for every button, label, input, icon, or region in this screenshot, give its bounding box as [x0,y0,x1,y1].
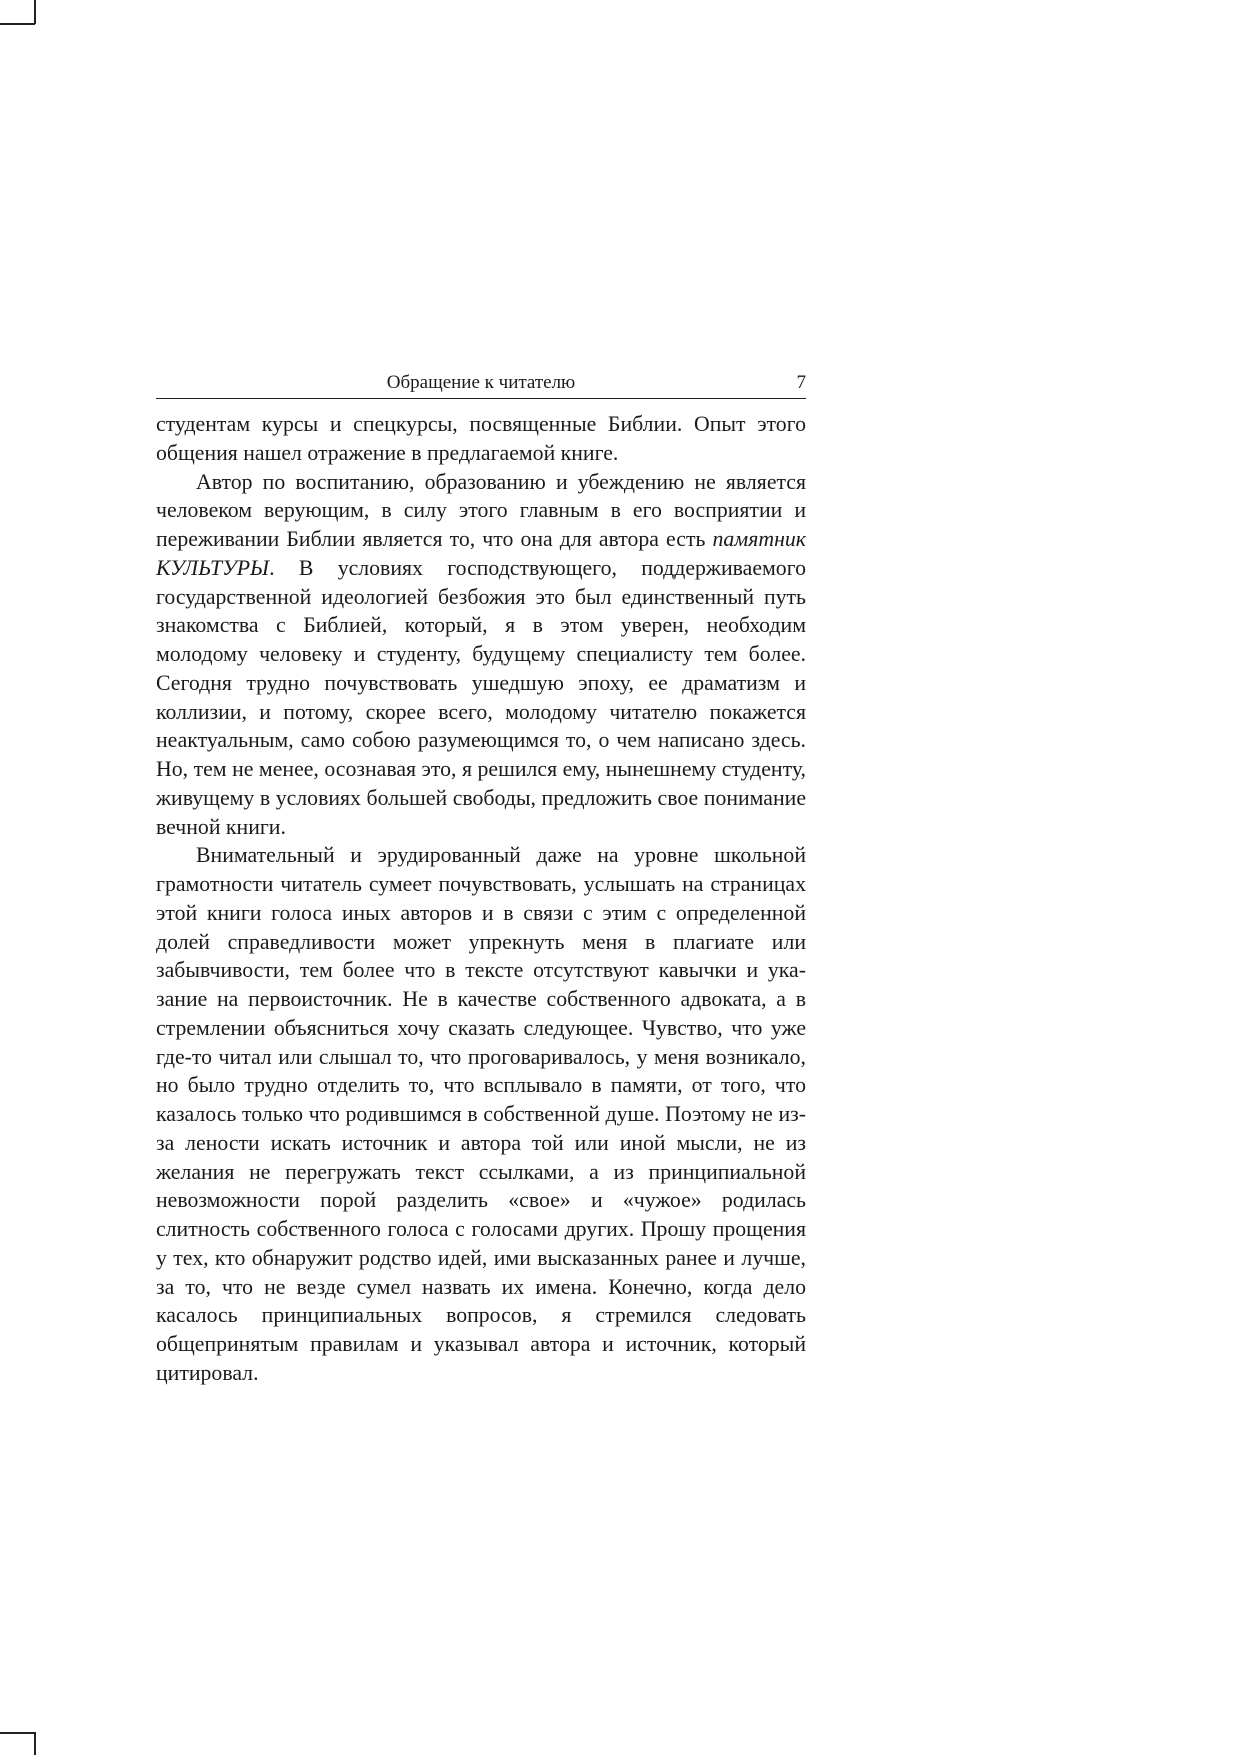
crop-mark-bottom-left-horizontal [0,1732,35,1734]
paragraph-text: Внимательный и эрудированный даже на уровне школьной грамотности читатель сумеет почувствовать, услышать на страницах этой книги голоса иных авторов и в связи с этим с определенной долей справедливости может упрекнуть меня в плагиате или забывчивости, тем более что в тексте отсутствуют кавычки и указание на первоисточник. Не в качестве собственного адвоката, а в стремлении объясниться хочу сказать следующее. Чувство, что уже где-то читал или слышал то, что проговаривалось, у меня возникало, но было трудно отделить то, что всплывало в памяти, от того, что казалось только что родившимся в собственной душе. Поэтому не из-за лености искать источник и автора той или иной мысли, не из желания не перегружать текст ссылками, а из принципиальной невозможности порой разделить «свое» и «чужое» родилась слитность собственного голоса с голосами других. Прошу прощения у тех, кто обнаружит родство идей, ими высказанных ранее и лучше, за то, что не везде сумел назвать их имена. Конечно, когда дело касалось принципиальных вопросов, я стремился следовать общепринятым правилам и указывал автора и источник, который цитировал. [156,843,806,1385]
paragraph-text: . В условиях господствующего, поддерживаемого государственной идеологией безбожия это был единственный путь знакомства с Библией, который, я в этом уверен, необходим молодому человеку и студенту, будущему специалисту тем более. Сегодня трудно почувствовать ушедшую эпоху, ее драматизм и коллизии, и потому, скорее всего, молодому читателю покажется неактуальным, само собою разумеющимся то, о чем написано здесь. Но, тем не менее, осознавая это, я решился ему, нынешнему студенту, живущему в условиях большей свободы, предложить свое понимание вечной книги. [156,555,806,839]
paragraph [156,410,806,468]
running-head-title: Обращение к читателю [386,372,576,393]
paragraph-text: Автор по воспитанию, образованию и убеждению не является человеком верующим, в силу этого главным в его восприятии и переживании Библии является то, что она для автора есть [156,469,806,551]
paragraph [156,468,806,842]
page-number: 7 [796,372,806,393]
crop-mark-top-left-vertical [34,0,36,24]
italic-text: памятник КУЛЬТУРЫ [156,527,806,580]
running-head [156,368,806,399]
crop-mark-top-left-horizontal [0,23,35,25]
paragraph [156,841,806,1387]
paragraph-text: студентам курсы и спецкурсы, посвященные Библии. Опыт этого общения нашел отражение в предлагаемой книге. [156,412,806,465]
body-text [156,410,806,1388]
crop-mark-bottom-left-vertical [34,1732,36,1755]
